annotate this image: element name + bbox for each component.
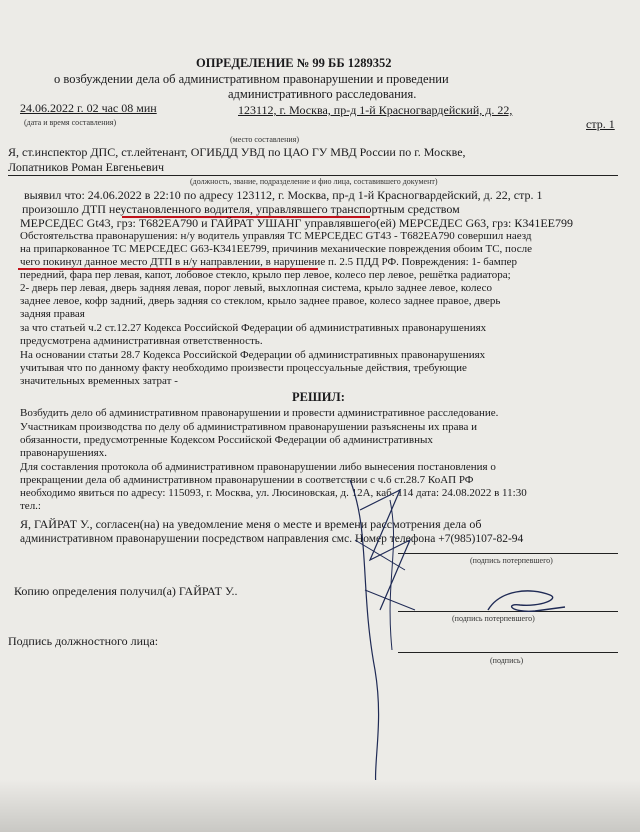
body-line-10: задняя правая (20, 308, 85, 320)
body-line-9: заднее левое, кофр задний, дверь задняя со стеклом, крыло заднее правое, колесо заднее правое, дверь (20, 295, 501, 307)
body-line-3: МЕРСЕДЕС Gt43, грз: Т682ЕА790 и ГАЙРАТ УШАНГ управлявшего(ей) МЕРСЕДЕС G63, грз: К341ЕЕ799 (20, 216, 573, 230)
body-line-8: 2- дверь пер левая, дверь задняя левая, порог левый, выхлопная система, крыло заднее левое, колесо (20, 282, 493, 294)
consent-line1: Я, ГАЙРАТ У., согласен(на) на уведомление меня о месте и времени рассмотрения дела об (20, 517, 482, 531)
decision-p2-line1: Участникам производства по делу об административном правонарушении разъяснены их права и (20, 421, 478, 433)
body-line-5: на припаркованное ТС МЕРСЕДЕС G63-К341ЕЕ799, причинив механические повреждения обоим ТС, после (20, 243, 532, 255)
place-caption: (место составления) (230, 135, 299, 144)
decision-p1: Возбудить дело об административном правонарушении и провести административное расследование. (20, 407, 499, 419)
officer-caption: (должность, звание, подразделение и фио лица, составившего документ) (190, 177, 438, 186)
body-line-11: за что статьей ч.2 ст.12.27 Кодекса Российской Федерации об административных правонарушениях (20, 322, 487, 334)
body-line-2: произошло ДТП неустановленного водителя, управлявшего транспортным средством (22, 202, 460, 216)
document-subtitle-line1: о возбуждении дела об административном правонарушении и проведении (54, 72, 449, 86)
body-line-13: На основании статьи 28.7 Кодекса Российской Федерации об административных правонарушениях (20, 349, 486, 361)
decision-heading: РЕШИЛ: (292, 390, 345, 404)
decision-p3-line4: тел.: (20, 500, 41, 512)
body-line-7: передний, фара пер левая, капот, лобовое стекло, крыло пер левое, колесо пер левое, решётка радиатора; (20, 269, 511, 281)
document-subtitle-line2: административного расследования. (228, 87, 417, 101)
decision-p3-line2: прекращении дела об административном правонарушении в соответствии с ч.6 ст.28.7 КоАП РФ (20, 474, 474, 486)
officer-line1: Я, ст.инспектор ДПС, ст.лейтенант, ОГИБДД УВД по ЦАО ГУ МВД России по г. Москве, (8, 145, 466, 159)
consent-sign-caption: (подпись потерпевшего) (470, 556, 553, 565)
receipt-line: Копию определения получил(а) ГАЙРАТ У.. (14, 584, 238, 598)
official-sign-caption: (подпись) (490, 656, 524, 665)
body-line-6: чего покинул данное место ДТП в н/у направлении, в нарушение п. 2.5 ПДД РФ. Повреждения: 1- бампер (20, 256, 518, 268)
officer-underline (8, 175, 618, 176)
document-title: ОПРЕДЕЛЕНИЕ № 99 ББ 1289352 (196, 56, 392, 70)
consent-line2: административном правонарушении посредством направления смс. Номер телефона +7(985)107-82-94 (20, 533, 524, 545)
receipt-sign-caption: (подпись потерпевшего) (452, 614, 535, 623)
page-bottom-shade (0, 780, 640, 832)
body-line-4: Обстоятельства правонарушения: н/у водитель управляя ТС МЕРСЕДЕС GT43 - Т682ЕА790 совершил наезд (20, 230, 532, 242)
body-line-14: учитывая что по данному факту необходимо произвести процессуальные действия, требующие (20, 362, 467, 374)
place-line1: 123112, г. Москва, пр-д 1-й Красногвардейский, д. 22, (238, 103, 513, 117)
decision-p3-line3: необходимо явиться по адресу: 115093, г. Москва, ул. Люсиновская, д. 12А, каб. 114 дата: 24.08.2022 в 11:30 (20, 487, 527, 499)
body-line-15: значительных временных затрат - (20, 375, 178, 387)
handwritten-scribble-signature (330, 470, 440, 810)
decision-p3-line1: Для составления протокола об административном правонарушении либо вынесения постановления о (20, 461, 496, 473)
date-time: 24.06.2022 г. 02 час 08 мин (20, 101, 157, 115)
decision-p2-line2: обязанности, предусмотренные Кодексом Российской Федерации об административных (20, 434, 433, 446)
place-line2: стр. 1 (586, 117, 615, 131)
body-line-12: предусмотрена административная ответственность. (20, 335, 263, 347)
decision-p2-line3: правонарушениях. (20, 447, 107, 459)
official-signature-label: Подпись должностного лица: (8, 634, 159, 648)
officer-line2: Лопатников Роман Евгеньевич (8, 160, 165, 174)
official-handwritten-signature (480, 585, 570, 620)
body-line-1: выявил что: 24.06.2022 в 22:10 по адресу 123112, г. Москва, пр-д 1-й Красногвардейский, д. 22, стр. 1 (24, 188, 543, 202)
date-caption: (дата и время составления) (24, 118, 117, 127)
